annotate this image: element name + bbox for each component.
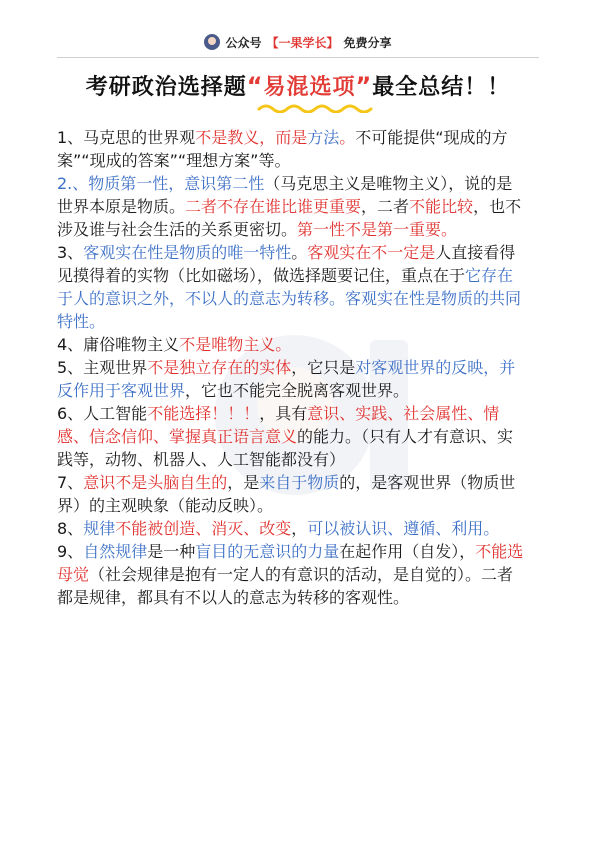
list-item-text: 客观实在性是物质的唯一特性	[83, 243, 292, 262]
list-item-text: 规律	[83, 519, 116, 538]
list-item	[57, 126, 527, 172]
page-title	[0, 70, 596, 101]
list-item	[57, 517, 527, 540]
title-highlight-wrap	[263, 70, 355, 101]
list-item-text: ，它只是	[291, 358, 356, 377]
wave-underline-icon	[257, 103, 375, 113]
avatar-icon	[204, 34, 220, 50]
list-item-text: 它存在于人的意识之外，不以人的意志为转移。客观实在性是物质的共同特性。	[57, 266, 522, 331]
list-item-text: 在起作用（自发），	[339, 542, 476, 561]
list-item-text: 不是教义，而是	[195, 128, 308, 147]
list-item-text: 1、马克思的世界观	[57, 128, 196, 147]
list-item-text: 盲目的无意识的力量	[195, 542, 340, 561]
list-item-text: 2.、物质第一性，意识第二性	[57, 174, 265, 193]
list-item-text: 。	[291, 243, 308, 262]
list-item-text: 是一种	[147, 542, 196, 561]
list-item-text: ，二者	[361, 197, 410, 216]
list-item-text: 7、	[57, 473, 84, 492]
list-item-text: 不能选母觉	[57, 542, 524, 584]
list-item-text: 来自于物质	[259, 473, 340, 492]
list-item-text: 对客观世界的反映，并反作用于客观世界	[57, 358, 516, 400]
list-item-text: 不能被创造、消灭、改变	[115, 519, 292, 538]
list-item-text: 自然规律	[83, 542, 148, 561]
list-item	[57, 471, 527, 517]
list-item-text: 第一性不是第一重要。	[297, 220, 458, 239]
list-item-text: 的，是客观世界（物质世界）的主观映象（能动反映）。	[57, 473, 516, 515]
list-item	[57, 241, 527, 333]
list-item-text: 不可能提供“现成的方案”“现成的答案”“理想方案”等。	[57, 128, 508, 170]
list-item-text: 意识不是头脑自生的	[83, 473, 228, 492]
list-item-text: 8、	[57, 519, 84, 538]
list-item-text: ，也不涉及谁与社会生活的关系更密切。	[57, 197, 522, 239]
item-list	[57, 126, 527, 609]
list-item-text: 5、主观世界	[57, 358, 148, 377]
list-item-text: 的能力。（只有人才有意识、实践等，动物、机器人、人工智能都没有）	[57, 427, 514, 469]
list-item	[57, 356, 527, 402]
list-item-text: 不是独立存在的实体	[147, 358, 292, 377]
list-item-text: ，具有	[259, 404, 308, 423]
list-item-text: （马克思主义是唯物主义），说的是世界本原是物质。	[57, 174, 513, 216]
list-item-text: 不能比较	[409, 197, 474, 216]
list-item-text: 不是唯物主义。	[179, 335, 292, 354]
list-item-text: ，	[291, 519, 308, 538]
list-item	[57, 402, 527, 471]
list-item-text: ，是	[227, 473, 260, 492]
header-prefix: 公众号	[225, 35, 262, 50]
list-item-text: 9、	[57, 542, 84, 561]
header-banner	[0, 30, 596, 54]
title-part2: 最全总结！！	[372, 75, 511, 100]
list-item-text: 二者不存在谁比谁更重要	[185, 197, 362, 216]
list-item-text: 。	[339, 128, 356, 147]
list-item	[57, 172, 527, 241]
list-item-text: （社会规律是抱有一定人的有意识的活动，是自觉的）。二者都是规律，都具有不以人的意志为转移的客观性。	[57, 565, 514, 607]
title-close-quote: ”	[355, 72, 373, 100]
list-item	[57, 540, 527, 609]
header-suffix: 免费分享	[343, 35, 392, 50]
list-item-text: ，它也不能完全脱离客观世界。	[185, 381, 410, 400]
header-brand: 【一果学长】	[266, 35, 339, 50]
list-item-text: 4、庸俗唯物主义	[57, 335, 180, 354]
list-item-text: 可以被认识、遵循、利用。	[307, 519, 500, 538]
list-item-text: 客观实在不一定是	[307, 243, 436, 262]
title-highlight: 易混选项	[263, 75, 356, 100]
list-item-text: 3、	[57, 243, 84, 262]
list-item-text: 6、人工智能	[57, 404, 148, 423]
list-item-text: 方法	[307, 128, 340, 147]
list-item-text: 人直接看得见摸得着的实物（比如磁场），做选择题要记住，重点在于	[57, 243, 516, 285]
list-item-text: 意识、实践、社会属性、情感、信念信仰、掌握真正语言意义	[57, 404, 500, 446]
title-open-quote: “	[246, 72, 264, 100]
title-part1: 考研政治选择题	[85, 75, 247, 100]
list-item	[57, 333, 527, 356]
header-divider	[57, 57, 539, 58]
list-item-text: 不能选择！！！	[147, 404, 260, 423]
